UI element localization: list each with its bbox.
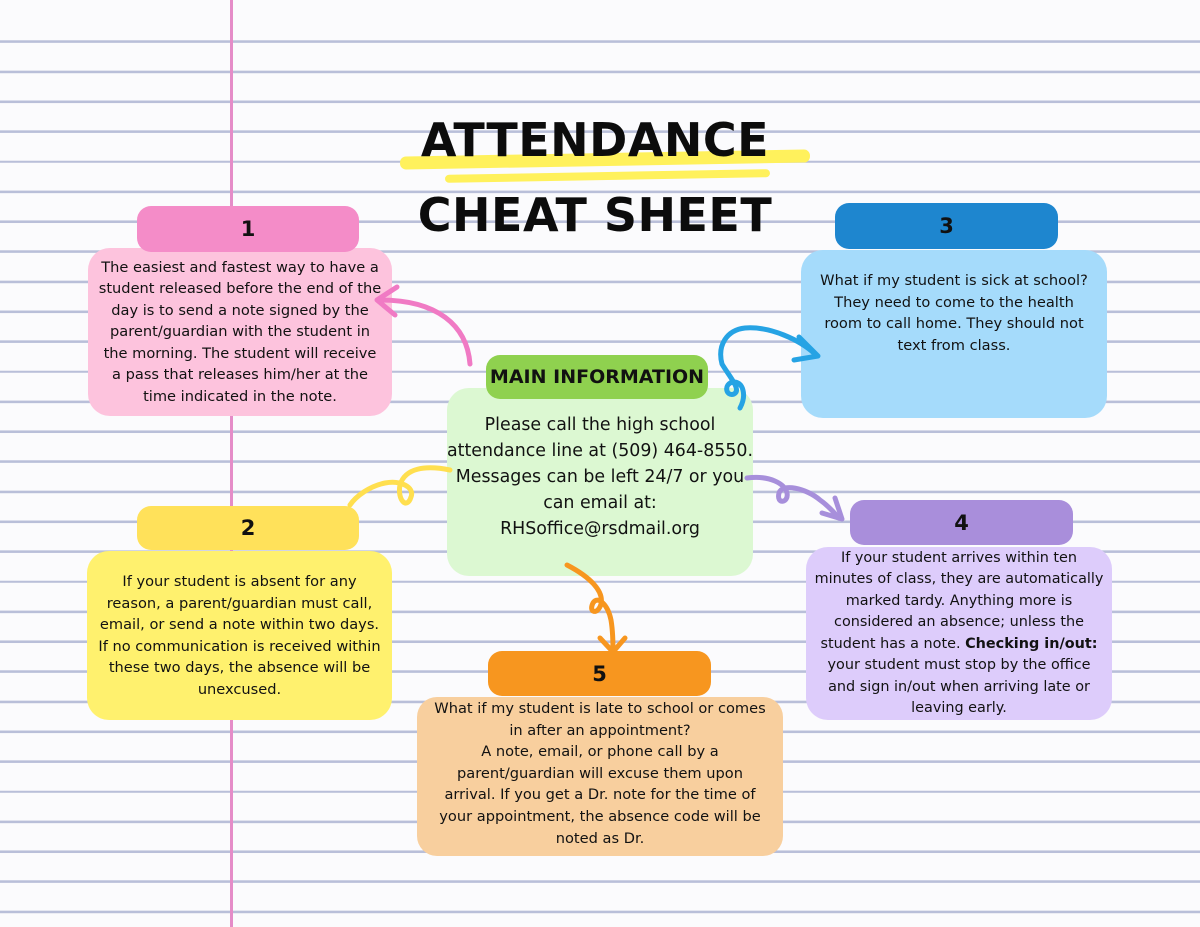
blue-arrow	[721, 328, 818, 408]
yellow-arrow	[350, 468, 450, 505]
main-information-text: Please call the high school attendance line at (509) 464-8550. Messages can be left 24/7 or you can email at: RHSoffice@rsdmail.org	[447, 415, 753, 539]
purple-arrow	[747, 477, 842, 519]
card-2-text: If your student is absent for any reason, a parent/guardian must call, email, or send a note within two days. If no communication is received within these two days, the absence will be unexcused.	[98, 573, 381, 698]
card-2-number: 2	[240, 516, 256, 540]
pink-arrow	[377, 287, 470, 364]
card-1-text: The easiest and fastest way to have a student released before the end of the day is to send a note signed by the parent/guardian with the student in the morning. The student will receive a pass that releases him/her at the time indicated in the note.	[98, 258, 382, 405]
page-title-line-1: ATTENDANCE	[420, 113, 770, 167]
card-3-text: What if my student is sick at school? They need to come to the health room to call home. They should not text from class.	[820, 272, 1088, 354]
page-title-line-2: CHEAT SHEET	[417, 188, 773, 242]
card-5-number: 5	[592, 661, 607, 686]
card-1-number: 1	[240, 217, 256, 241]
main-information-label: MAIN INFORMATION	[489, 366, 705, 388]
card-5-text-line-2: A note, email, or phone call by a parent/guardian will excuse them upon arrival. If you get a Dr. note for the time of your appointment, the absence code will be noted as Dr.	[439, 743, 761, 847]
card-5-text-line-1: What if my student is late to school or comes in after an appointment?	[434, 700, 766, 739]
orange-arrow	[567, 565, 625, 652]
card-4-text-main: If your student arrives within ten minutes of class, they are automatically marked tardy. Anything more is considered an absence; unless the student has a note.	[814, 549, 1104, 652]
card-3-number: 3	[939, 214, 954, 238]
card-4-text-extra: your student must stop by the office and sign in/out when arriving late or leaving early.	[827, 657, 1091, 716]
card-4-bold-label: Checking in/out:	[965, 635, 1098, 652]
card-4-number: 4	[954, 510, 969, 535]
